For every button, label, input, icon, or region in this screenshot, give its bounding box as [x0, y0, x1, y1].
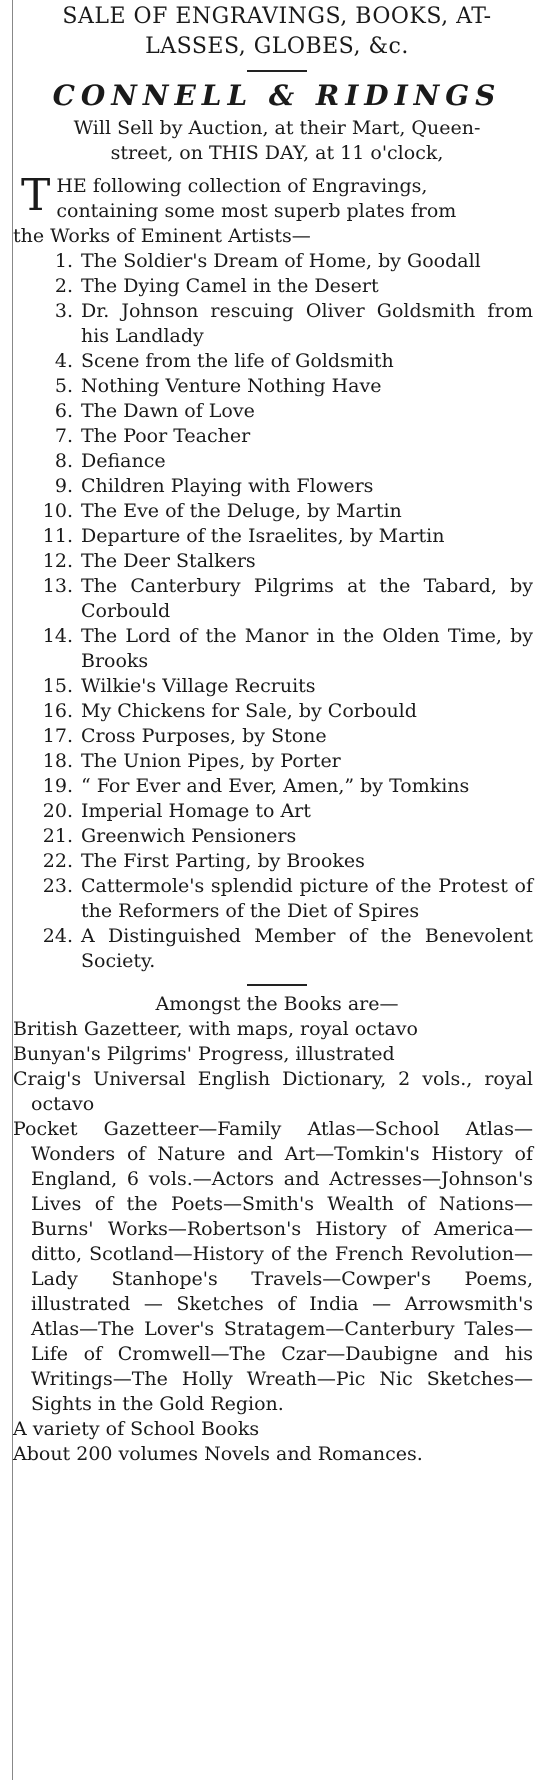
list-item — [21, 499, 533, 524]
list-item — [21, 349, 533, 374]
item-title: The Eve of the Deluge, by Martin — [81, 500, 402, 522]
item-title: A Distinguished Member of the Benevolent Society. — [81, 925, 533, 972]
item-title: Cattermole's splendid picture of the Protest of the Reformers of the Diet of Spires — [81, 875, 533, 922]
item-number: 2. — [54, 275, 73, 297]
list-item — [21, 824, 533, 849]
list-item — [21, 724, 533, 749]
item-title: The Dawn of Love — [81, 400, 255, 422]
list-item — [21, 699, 533, 724]
list-item — [21, 524, 533, 549]
item-title: Wilkie's Village Recruits — [81, 675, 316, 697]
list-item — [21, 624, 533, 674]
item-title: The Soldier's Dream of Home, by Goodall — [81, 250, 481, 272]
drop-cap: T — [21, 170, 51, 221]
item-number: 16. — [42, 700, 73, 722]
item-title: My Chickens for Sale, by Corbould — [81, 700, 417, 722]
list-item — [21, 449, 533, 474]
sale-heading — [21, 2, 533, 62]
list-item — [21, 549, 533, 574]
divider-rule — [247, 984, 307, 986]
divider-rule — [247, 70, 307, 72]
item-number: 4. — [54, 350, 73, 372]
list-item — [21, 574, 533, 624]
list-item — [21, 849, 533, 874]
list-item — [21, 374, 533, 399]
item-number: 18. — [42, 750, 73, 772]
item-title: The Lord of the Manor in the Olden Time, by Brooks — [81, 625, 533, 672]
item-title: Scene from the life of Goldsmith — [81, 350, 394, 372]
item-number: 14. — [42, 625, 73, 647]
sale-heading-line-2: LASSES, GLOBES, &c. — [145, 34, 409, 59]
tail-line-2: About 200 volumes Novels and Romances. — [13, 1443, 423, 1465]
lead-line-1: HE following collection of Engravings, — [56, 175, 428, 197]
item-number: 19. — [42, 775, 73, 797]
list-item — [21, 424, 533, 449]
item-number: 11. — [42, 525, 73, 547]
item-title: The Dying Camel in the Desert — [81, 275, 379, 297]
book-entry: Pocket Gazetteer—Family Atlas—School Atlas—Wonders of Nature and Art—Tomkin's History of England, 6 vols.—Actors and Actresses—Johnson's Lives of the Poets—Smith's Wealth of Nations—Burns' Works—Robertson's History of America—ditto, Scotland—History of the French Revolution—Lady Stanhope's Travels—Cowper's Poems, illustrated — Sketches of India — Arrowsmith's Atlas—The Lover's Stratagem—Canterbury Tales—Life of Cromwell—The Czar—Daubigne and his Writings—The Holly Wreath—Pic Nic Sketches—Sights in the Gold Region. — [13, 1118, 533, 1415]
item-title: Dr. Johnson rescuing Oliver Goldsmith from his Landlady — [81, 300, 533, 347]
list-item — [21, 299, 533, 349]
item-title: Greenwich Pensioners — [81, 825, 297, 847]
item-title: The Canterbury Pilgrims at the Tabard, by Corbould — [81, 575, 533, 622]
item-number: 17. — [42, 725, 73, 747]
item-number: 23. — [42, 875, 73, 897]
list-item — [21, 399, 533, 424]
books-list — [13, 1017, 533, 1417]
book-entry: British Gazetteer, with maps, royal octavo — [13, 1018, 418, 1040]
newspaper-column — [12, 0, 537, 1780]
item-title: The First Parting, by Brookes — [81, 850, 365, 872]
lead-line-3: the Works of Eminent Artists— — [13, 225, 311, 247]
auction-notice — [21, 116, 533, 166]
list-item — [21, 774, 533, 799]
item-number: 12. — [42, 550, 73, 572]
list-item — [21, 874, 533, 924]
book-entry: Craig's Universal English Dictionary, 2 vols., royal octavo — [13, 1068, 533, 1115]
sale-heading-line-1: SALE OF ENGRAVINGS, BOOKS, AT- — [62, 4, 492, 29]
item-number: 6. — [54, 400, 73, 422]
books-heading: Amongst the Books are— — [155, 993, 399, 1015]
tail-line-1: A variety of School Books — [13, 1418, 260, 1440]
item-number: 13. — [42, 575, 73, 597]
item-title: The Deer Stalkers — [81, 550, 256, 572]
item-number: 10. — [42, 500, 73, 522]
item-number: 3. — [54, 300, 73, 322]
item-number: 22. — [42, 850, 73, 872]
list-item — [21, 749, 533, 774]
item-number: 1. — [54, 250, 73, 272]
list-item — [21, 799, 533, 824]
auctioneers-name: CONNELL & RIDINGS — [52, 79, 502, 112]
list-item — [21, 474, 533, 499]
item-title: Defiance — [81, 450, 166, 472]
item-title: Children Playing with Flowers — [81, 475, 374, 497]
auction-notice-line-2: street, on THIS DAY, at 11 o'clock, — [110, 142, 444, 164]
item-title: Departure of the Israelites, by Martin — [81, 525, 445, 547]
item-number: 5. — [54, 375, 73, 397]
item-title: “ For Ever and Ever, Amen,” by Tomkins — [81, 775, 470, 797]
book-entry: Bunyan's Pilgrims' Progress, illustrated — [13, 1043, 395, 1065]
item-number: 20. — [42, 800, 73, 822]
lead-line-2: containing some most superb plates from — [56, 200, 457, 222]
item-title: The Poor Teacher — [81, 425, 251, 447]
list-item — [21, 274, 533, 299]
auction-notice-line-1: Will Sell by Auction, at their Mart, Queen- — [73, 117, 481, 139]
item-number: 15. — [42, 675, 73, 697]
item-number: 9. — [54, 475, 73, 497]
item-title: Nothing Venture Nothing Have — [81, 375, 382, 397]
item-number: 8. — [54, 450, 73, 472]
list-item — [21, 674, 533, 699]
item-title: Imperial Homage to Art — [81, 800, 311, 822]
list-item — [21, 249, 533, 274]
advertisement — [13, 0, 533, 1467]
item-title: Cross Purposes, by Stone — [81, 725, 327, 747]
lead-paragraph — [13, 170, 533, 249]
engravings-list — [21, 249, 533, 974]
item-number: 24. — [42, 925, 73, 947]
item-title: The Union Pipes, by Porter — [81, 750, 341, 772]
item-number: 7. — [54, 425, 73, 447]
item-number: 21. — [42, 825, 73, 847]
list-item — [21, 924, 533, 974]
